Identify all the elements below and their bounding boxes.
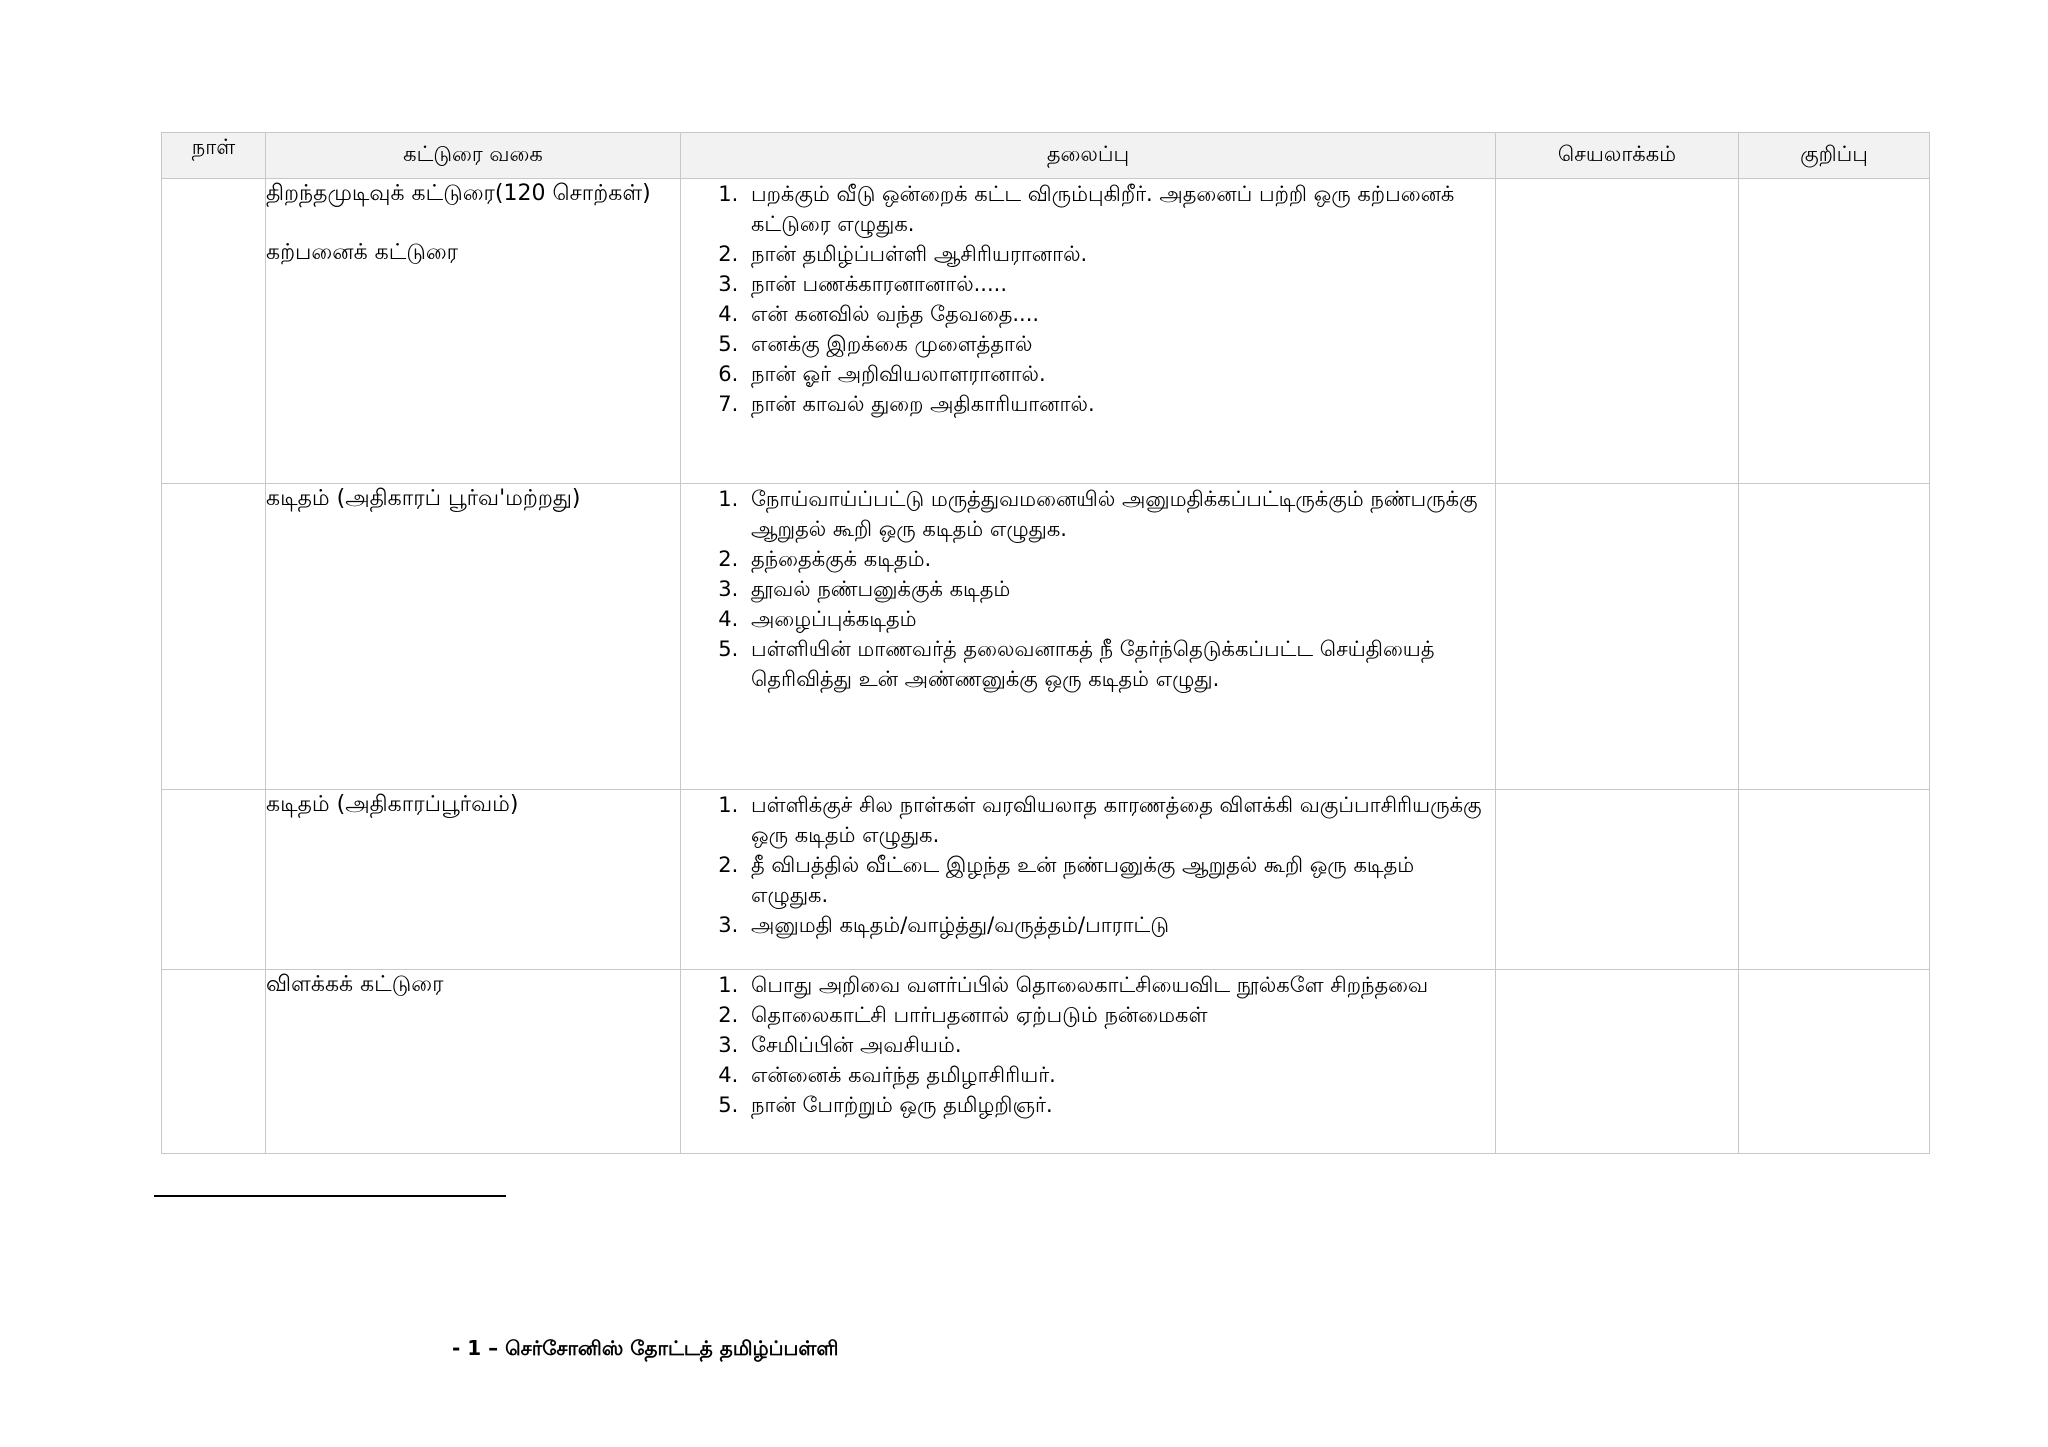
topic-cell: [681, 484, 1496, 790]
activity-cell: [1496, 970, 1739, 1154]
remarks-cell: [1739, 790, 1930, 970]
topic-item: 3. நான் பணக்காரனானால்.....: [745, 269, 1495, 299]
essay-type-label: கடிதம் (அதிகாரப்பூர்வம்): [266, 792, 519, 817]
day-cell: [162, 484, 266, 790]
header-type: கட்டுரை வகை: [266, 133, 681, 179]
topic-cell: [681, 970, 1496, 1154]
topic-item: 1. பள்ளிக்குச் சில நாள்கள் வரவியலாத காரணத்தை விளக்கி வகுப்பாசிரியருக்கு ஒரு கடிதம் எழுதுக.: [745, 790, 1495, 850]
remarks-cell: [1739, 179, 1930, 484]
topic-list: [681, 790, 1495, 940]
day-cell: [162, 790, 266, 970]
topic-cell: [681, 790, 1496, 970]
topic-item: 1. நோய்வாய்ப்பட்டு மருத்துவமனையில் அனுமதிக்கப்பட்டிருக்கும் நண்பருக்கு ஆறுதல் கூறி ஒரு கடிதம் எழுதுக.: [745, 484, 1495, 544]
topic-item: 2. நான் தமிழ்ப்பள்ளி ஆசிரியரானால்.: [745, 239, 1495, 269]
topic-list: [681, 970, 1495, 1120]
topic-item: 4. என்னைக் கவர்ந்த தமிழாசிரியர்.: [745, 1060, 1495, 1090]
header-activity: செயலாக்கம்: [1496, 133, 1739, 179]
topic-item: 3. அனுமதி கடிதம்/வாழ்த்து/வருத்தம்/பாராட்டு: [745, 910, 1495, 940]
essay-type-cell: [266, 179, 681, 484]
topic-item: 5. நான் போற்றும் ஒரு தமிழறிஞர்.: [745, 1090, 1495, 1120]
remarks-cell: [1739, 970, 1930, 1154]
topic-cell: [681, 179, 1496, 484]
activity-cell: [1496, 484, 1739, 790]
day-cell: [162, 179, 266, 484]
essay-type-label: கற்பனைக் கட்டுரை: [266, 240, 459, 265]
topic-item: 3. சேமிப்பின் அவசியம்.: [745, 1030, 1495, 1060]
essay-type-cell: [266, 970, 681, 1154]
header-day: நாள்: [162, 133, 266, 179]
topic-item: 6. நான் ஓர் அறிவியலாளரானால்.: [745, 359, 1495, 389]
essay-type-label: கடிதம் (அதிகாரப் பூர்வ'மற்றது): [266, 486, 581, 511]
essay-type-label: விளக்கக் கட்டுரை: [266, 972, 444, 997]
essay-type-label: திறந்தமுடிவுக் கட்டுரை(120 சொற்கள்): [266, 181, 651, 206]
essay-type-cell: [266, 790, 681, 970]
topic-item: 7. நான் காவல் துறை அதிகாரியானால்.: [745, 389, 1495, 419]
topic-item: 2. தீ விபத்தில் வீட்டை இழந்த உன் நண்பனுக்கு ஆறுதல் கூறி ஒரு கடிதம் எழுதுக.: [745, 850, 1495, 910]
table-row: [162, 179, 1930, 484]
table-row: [162, 790, 1930, 970]
header-topic: தலைப்பு: [681, 133, 1496, 179]
topic-item: 1. பொது அறிவை வளர்ப்பில் தொலைகாட்சியைவிட நூல்களே சிறந்தவை: [745, 970, 1495, 1000]
activity-cell: [1496, 179, 1739, 484]
day-cell: [162, 970, 266, 1154]
remarks-cell: [1739, 484, 1930, 790]
footnote-divider: [154, 1195, 506, 1197]
activity-cell: [1496, 790, 1739, 970]
topic-item: 2. தந்தைக்குக் கடிதம்.: [745, 544, 1495, 574]
table-row: [162, 484, 1930, 790]
topic-list: [681, 179, 1495, 419]
topic-item: 4. அழைப்புக்கடிதம்: [745, 604, 1495, 634]
topic-item: 5. பள்ளியின் மாணவர்த் தலைவனாகத் நீ தேர்ந்தெடுக்கப்பட்ட செய்தியைத் தெரிவித்து உன் அண்ணனுக்கு ஒரு கடிதம் எழுது.: [745, 634, 1495, 694]
topic-item: 2. தொலைகாட்சி பார்பதனால் ஏற்படும் நன்மைகள்: [745, 1000, 1495, 1030]
table-header-row: [162, 133, 1930, 179]
essay-type-cell: [266, 484, 681, 790]
topic-item: 3. தூவல் நண்பனுக்குக் கடிதம்: [745, 574, 1495, 604]
topic-list: [681, 484, 1495, 694]
table-row: [162, 970, 1930, 1154]
header-remarks: குறிப்பு: [1739, 133, 1930, 179]
lesson-plan-table: [161, 132, 1930, 1154]
topic-item: 1. பறக்கும் வீடு ஒன்றைக் கட்ட விரும்புகிறீர். அதனைப் பற்றி ஒரு கற்பனைக் கட்டுரை எழுதுக.: [745, 179, 1495, 239]
topic-item: 4. என் கனவில் வந்த தேவதை....: [745, 299, 1495, 329]
page-footer: - 1 – செர்சோனிஸ் தோட்டத் தமிழ்ப்பள்ளி: [452, 1336, 839, 1360]
topic-item: 5. எனக்கு இறக்கை முளைத்தால்: [745, 329, 1495, 359]
